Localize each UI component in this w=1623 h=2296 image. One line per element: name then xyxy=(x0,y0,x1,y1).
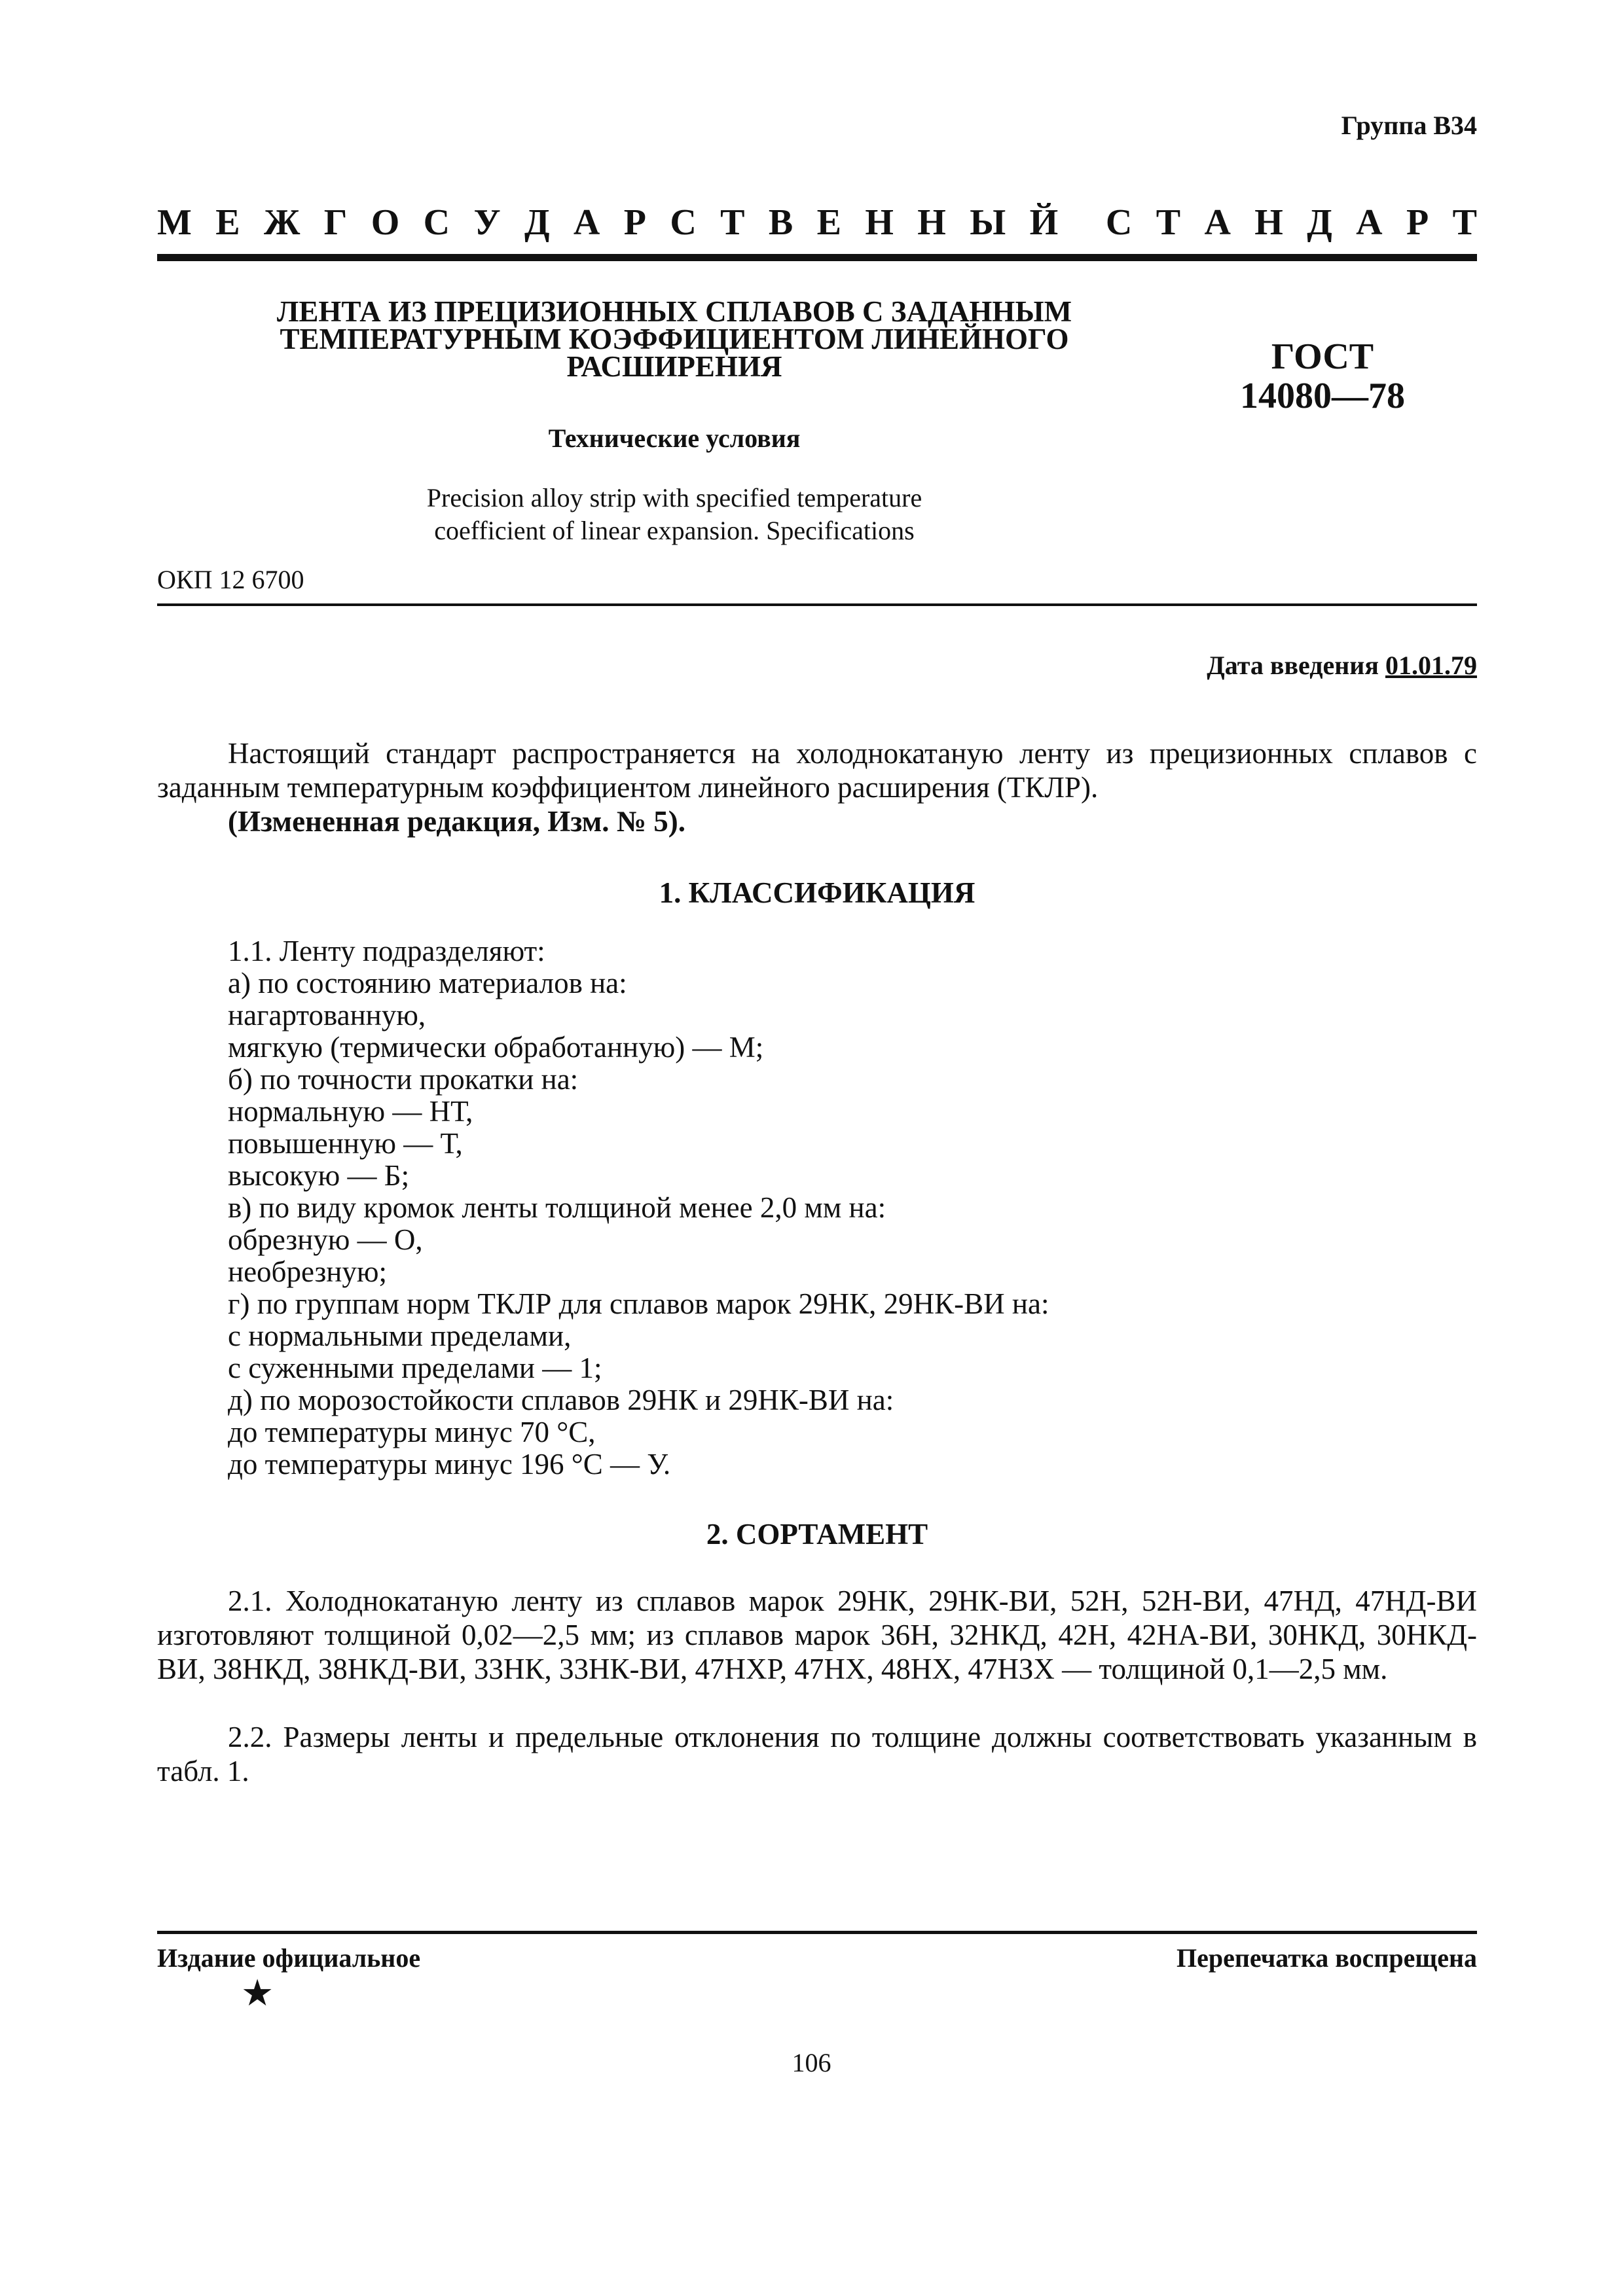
section-heading-assortment: 2. СОРТАМЕНТ xyxy=(706,1518,928,1551)
gost-number: 14080—78 xyxy=(1240,376,1405,416)
banner-letter: А xyxy=(1204,202,1231,243)
gost-label: ГОСТ xyxy=(1271,336,1374,377)
title-line: ЛЕНТА ИЗ ПРЕЦИЗИОННЫХ СПЛАВОВ С ЗАДАННЫМ xyxy=(276,295,1072,328)
banner-letter: А xyxy=(573,202,600,243)
english-title-line: Precision alloy strip with specified temperature xyxy=(426,483,922,512)
list-item: б) по точности прокатки на: xyxy=(228,1063,579,1096)
banner-letter: О xyxy=(371,202,400,243)
banner-letter: Ж xyxy=(263,202,301,243)
list-item: 1.1. Ленту подразделяют: xyxy=(228,935,545,967)
group-label: Группа В34 xyxy=(1341,111,1477,140)
gost-designation xyxy=(1192,337,1453,416)
list-item: нормальную — НТ, xyxy=(228,1095,473,1128)
reprint-prohibited-label: Перепечатка воспрещена xyxy=(1176,1943,1477,1973)
banner-letter: Д xyxy=(1307,202,1332,243)
banner-letter: Н xyxy=(917,202,946,243)
banner-letter: Т xyxy=(720,202,745,243)
document-title xyxy=(157,295,1192,383)
list-item: с суженными пределами — 1; xyxy=(228,1352,602,1384)
list-item: повышенную — Т, xyxy=(228,1127,463,1160)
banner-letter: Т xyxy=(1156,202,1181,243)
list-item: а) по состоянию материалов на: xyxy=(228,967,627,999)
list-item: д) по морозостойкости сплавов 29НК и 29НК-ВИ на: xyxy=(228,1384,894,1416)
document-subtitle: Технические условия xyxy=(548,423,801,453)
banner-letter: М xyxy=(157,202,192,243)
paragraph-2-2: 2.2. Размеры ленты и предельные отклонения по толщине должны соответствовать указанным в табл. 1. xyxy=(157,1721,1477,1787)
list-item: обрезную — О, xyxy=(228,1223,423,1256)
list-item: высокую — Б; xyxy=(228,1159,410,1192)
star-icon: ★ xyxy=(241,1973,274,2014)
banner-letter: А xyxy=(1356,202,1383,243)
banner-letter: Ы xyxy=(970,202,1006,243)
banner-letter: Е xyxy=(215,202,240,243)
page-number: 106 xyxy=(792,2048,831,2077)
list-item: в) по виду кромок ленты толщиной менее 2,0 мм на: xyxy=(228,1191,886,1224)
title-line: ТЕМПЕРАТУРНЫМ КОЭФФИЦИЕНТОМ ЛИНЕЙНОГО xyxy=(280,323,1069,355)
banner-letter: В xyxy=(768,202,793,243)
list-item: до температуры минус 70 °С, xyxy=(228,1416,596,1448)
intro-paragraph: Настоящий стандарт распространяется на холоднокатаную ленту из прецизионных сплавов с заданным температурным коэффициентом линейного расширения (ТКЛР). xyxy=(157,737,1477,804)
list-item: необрезную; xyxy=(228,1255,387,1288)
banner-letter: Н xyxy=(865,202,894,243)
date-value: 01.01.79 xyxy=(1385,651,1477,680)
paragraph-2-1: 2.1. Холоднокатаную ленту из сплавов марок 29НК, 29НК-ВИ, 52Н, 52Н-ВИ, 47НД, 47НД-ВИ изготовляют толщиной 0,02—2,5 мм; из сплавов марок 36Н, 32НКД, 42Н, 42НА-ВИ, 30НКД, 30НКД-ВИ, 38НКД, 38НКД-ВИ, 33НК, 33НК-ВИ, 47НХР, 47НХ, 48НХ, 47НЗХ — толщиной 0,1—2,5 мм. xyxy=(157,1585,1477,1685)
list-item: до температуры минус 196 °С — У. xyxy=(228,1448,671,1480)
banner-letter: Й xyxy=(1029,202,1059,243)
banner-letter: Е xyxy=(816,202,841,243)
date-label: Дата введения xyxy=(1207,651,1385,680)
english-title xyxy=(157,482,1192,547)
official-edition-label: Издание официальное xyxy=(157,1943,421,1973)
list-item: мягкую (термически обработанную) — М; xyxy=(228,1031,764,1064)
banner-letter: Г xyxy=(323,202,348,243)
banner-letter: С xyxy=(1105,202,1133,243)
amendment-note: (Измененная редакция, Изм. № 5). xyxy=(228,805,686,838)
list-item: нагартованную, xyxy=(228,999,426,1031)
banner-letter: Р xyxy=(623,202,646,243)
section-heading-classification: 1. КЛАССИФИКАЦИЯ xyxy=(659,876,976,909)
banner-letter: Д xyxy=(524,202,550,243)
footer-rule xyxy=(157,1931,1477,1934)
banner-letter: Т xyxy=(1452,202,1477,243)
english-title-line: coefficient of linear expansion. Specifications xyxy=(434,516,915,545)
classification-list xyxy=(228,935,1049,1480)
standard-banner xyxy=(157,196,1477,249)
banner-letter: С xyxy=(670,202,697,243)
banner-letter: У xyxy=(473,202,501,243)
introduction-date xyxy=(1207,650,1477,681)
banner-letter: С xyxy=(423,202,450,243)
header-rule-thin xyxy=(157,603,1477,606)
banner-letter: Р xyxy=(1406,202,1429,243)
title-line: РАСШИРЕНИЯ xyxy=(566,350,782,383)
list-item: с нормальными пределами, xyxy=(228,1319,572,1352)
banner-letter: Н xyxy=(1254,202,1283,243)
header-rule-thick xyxy=(157,254,1477,261)
list-item: г) по группам норм ТКЛР для сплавов марок 29НК, 29НК-ВИ на: xyxy=(228,1287,1049,1320)
okp-code: ОКП 12 6700 xyxy=(157,565,304,594)
